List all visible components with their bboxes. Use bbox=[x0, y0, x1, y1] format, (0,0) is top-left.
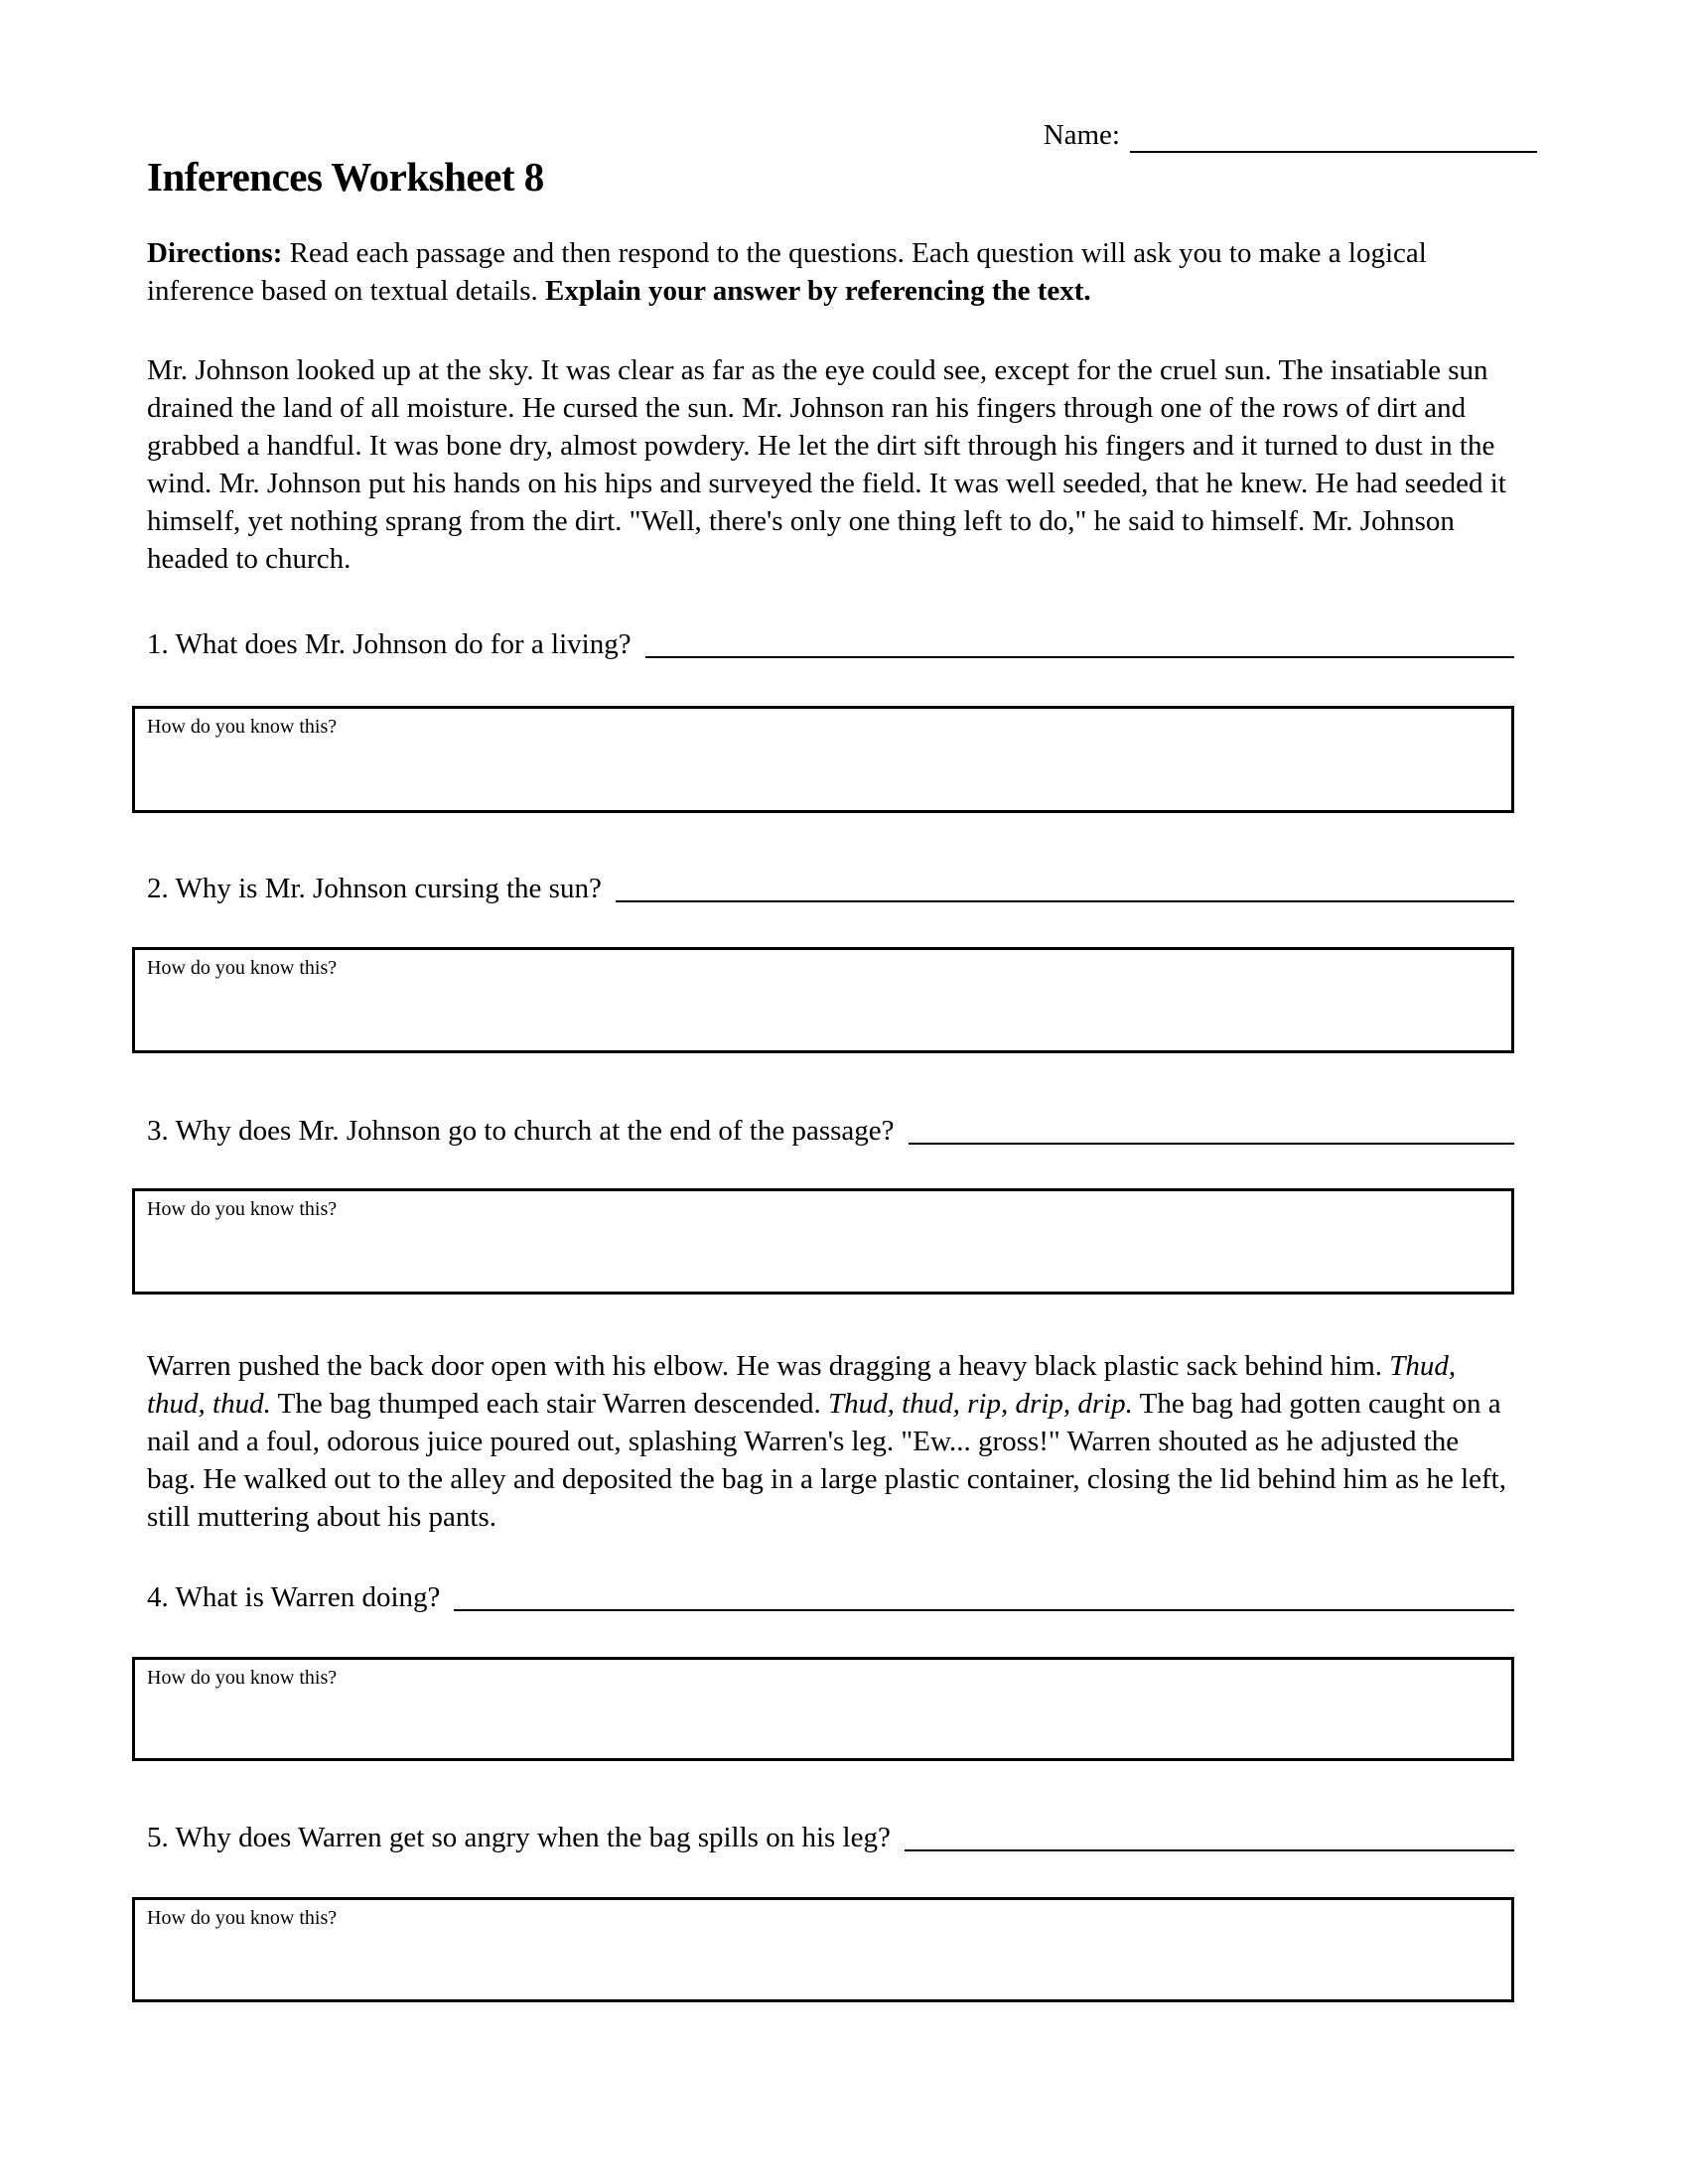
question-1-answer-line[interactable] bbox=[645, 656, 1514, 658]
question-2-answer-line[interactable] bbox=[616, 900, 1514, 902]
name-label: Name: bbox=[1043, 119, 1120, 151]
answer-box-3-label: How do you know this? bbox=[147, 1198, 338, 1220]
question-5 bbox=[147, 1819, 1514, 1856]
question-1-label: 1. What does Mr. Johnson do for a living? bbox=[147, 628, 632, 660]
question-2-label: 2. Why is Mr. Johnson cursing the sun? bbox=[147, 873, 602, 904]
name-fill-in-line[interactable] bbox=[1130, 123, 1537, 153]
question-5-answer-line[interactable] bbox=[905, 1849, 1514, 1851]
name-row bbox=[147, 117, 1537, 153]
answer-box-1-label: How do you know this? bbox=[147, 716, 338, 738]
question-3-answer-line[interactable] bbox=[909, 1143, 1515, 1145]
question-3-label: 3. Why does Mr. Johnson go to church at the end of the passage? bbox=[147, 1115, 895, 1147]
directions-text: Directions: Read each passage and then respond to the questions. Each question will ask you to make a logical inference based on textual details. Explain your answer by referencing the text. bbox=[147, 237, 1427, 307]
answer-box-4-label: How do you know this? bbox=[147, 1667, 338, 1689]
question-1 bbox=[147, 625, 1514, 663]
question-4-label: 4. What is Warren doing? bbox=[147, 1581, 441, 1613]
answer-box-5-label: How do you know this? bbox=[147, 1907, 338, 1929]
passage-2: Warren pushed the back door open with his elbow. He was dragging a heavy black plastic sack behind him. Thud, thud, thud. The bag thumped each stair Warren descended. Thud, thud, rip, drip, drip. The bag had gotten caught on a nail and a foul, odorous juice poured out, splashing Warren's leg. "Ew... gross!" Warren shouted as he adjusted the bag. He walked out to the alley and deposited the bag in a large plastic container, closing the lid behind him as he left, still muttering about his pants. bbox=[147, 1350, 1506, 1533]
question-4 bbox=[147, 1578, 1514, 1616]
question-2 bbox=[147, 870, 1514, 907]
answer-box-1[interactable] bbox=[132, 706, 1514, 813]
answer-box-3[interactable] bbox=[132, 1188, 1514, 1295]
answer-box-5[interactable] bbox=[132, 1897, 1514, 2002]
question-3 bbox=[147, 1112, 1514, 1150]
answer-box-2[interactable] bbox=[132, 947, 1514, 1053]
passage-1: Mr. Johnson looked up at the sky. It was clear as far as the eye could see, except for the cruel sun. The insatiable sun drained the land of all moisture. He cursed the sun. Mr. Johnson ran his fingers through one of the rows of dirt and grabbed a handful. It was bone dry, almost powdery. He let the dirt sift through his fingers and it turned to dust in the wind. Mr. Johnson put his hands on his hips and surveyed the field. It was well seeded, that he knew. He had seeded it himself, yet nothing sprang from the dirt. "Well, there's only one thing left to do," he said to himself. Mr. Johnson headed to church. bbox=[147, 354, 1506, 575]
page-title: Inferences Worksheet 8 bbox=[147, 154, 544, 200]
question-4-answer-line[interactable] bbox=[454, 1609, 1514, 1611]
question-5-label: 5. Why does Warren get so angry when the bag spills on his leg? bbox=[147, 1822, 891, 1853]
answer-box-4[interactable] bbox=[132, 1657, 1514, 1761]
answer-box-2-label: How do you know this? bbox=[147, 957, 338, 979]
